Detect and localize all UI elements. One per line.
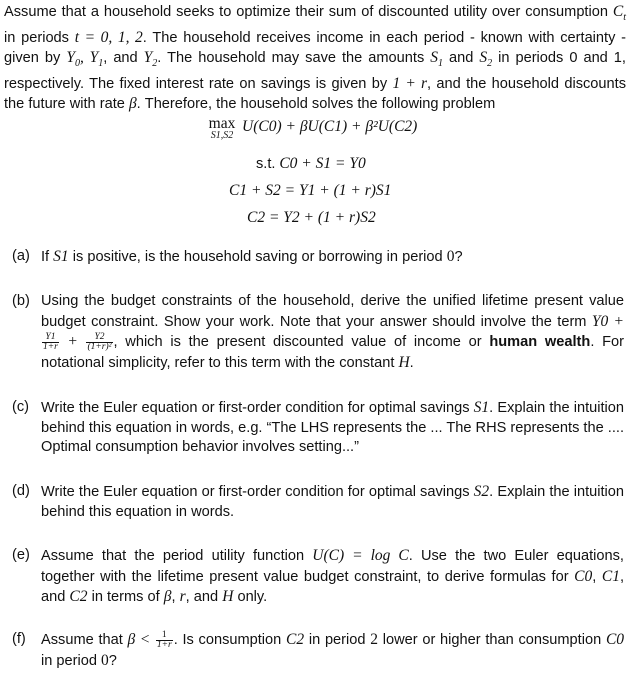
- question-label: (b): [12, 293, 30, 309]
- constraint-2: C1 + S2 = Y1 + (1 + r)S1: [229, 182, 392, 199]
- intro-text: . The household receives income in each period - known with certainty - given by: [4, 29, 627, 67]
- intro-text: in periods 0 and 1, respectively. The fixed interest rate on savings is given by: [4, 50, 626, 92]
- human-wealth-term: Y0 + $\frac{Y1}{1+r}$ + $\frac{Y2}{\text{(1+r)²}}$: [43, 312, 624, 352]
- max-label: max: [208, 115, 236, 132]
- math-s1: $S_1$: [430, 49, 443, 70]
- question-c: (c) Write the Euler equation or first-order condition for optimal savings S1. Explain the intuition behind this equation in words, e.g. “The LHS represents the ... The RHS represents the .... Optimal consumption behavior involves setting...”: [12, 399, 625, 455]
- intro-text: , and the household discounts the future with rate: [4, 75, 627, 113]
- intro-text: in periods: [4, 29, 69, 46]
- math-periods: t = 0, 1, 2: [74, 28, 143, 46]
- intro-paragraph: [4, 2, 626, 115]
- math-s2: $S_2$: [479, 49, 493, 70]
- math-y2: $Y_2$: [143, 49, 158, 70]
- human-wealth-bold: human wealth: [489, 334, 591, 350]
- intro-text: . The household may save the amounts: [157, 50, 425, 67]
- max-subscript: S1,S2: [210, 130, 234, 141]
- question-b: (b) Using the budget constraints of the household, derive the unified lifetime present value budget constraint. Show your work. Note that your answer should involve the term Y0 + $\frac{Y1}{1+r}$ + $\frac{Y2}{\text{(1+r)²}}$ , which is the present discounted value of income or human wealth. For notational simplicity, refer to this term with the constant H.: [12, 293, 625, 371]
- math-1plusr: 1 + r: [392, 74, 428, 92]
- question-label: (f): [12, 631, 26, 647]
- max-operator: [204, 116, 240, 141]
- objective-function: U(C0) + βU(C1) + β²U(C2): [242, 118, 418, 135]
- intro-text: , and: [103, 50, 138, 67]
- question-label: (c): [12, 399, 30, 415]
- math-y: $Y_0$, $Y_1$: [66, 49, 104, 70]
- math-ct: $C_t$: [612, 3, 626, 24]
- question-a: (a) If S1 is positive, is the household saving or borrowing in period 0?: [12, 248, 463, 265]
- intro-text: and: [449, 50, 474, 67]
- beta-inequality: β < $\frac{1}{1+r}$: [127, 629, 172, 650]
- question-d: (d) Write the Euler equation or first-order condition for optimal savings S2. Explain the intuition behind this equation in words.: [12, 483, 625, 520]
- constraint-1: s.t. C0 + S1 = Y0: [256, 155, 366, 172]
- st-label: s.t.: [256, 156, 276, 172]
- question-label: (d): [12, 483, 30, 499]
- question-f: (f) Assume that β < $\frac{1}{1+r}$ . Is consumption C2 in period 2 lower or higher than consumption C0 in period 0?: [12, 629, 625, 669]
- constraint-3: C2 = Y2 + (1 + r)S2: [247, 209, 376, 226]
- intro-text: . Therefore, the household solves the following problem: [136, 96, 496, 113]
- intro-text: Assume that a household seeks to optimize their sum of discounted utility over consumption: [4, 4, 608, 20]
- question-label: (a): [12, 248, 30, 264]
- question-e: (e) Assume that the period utility function U(C) = log C. Use the two Euler equations, together with the lifetime present value budget constraint, to derive formulas for C0, C1, and C2 in terms of β, r, and H only.: [12, 547, 625, 605]
- question-label: (e): [12, 547, 30, 563]
- math-beta: β: [128, 95, 137, 113]
